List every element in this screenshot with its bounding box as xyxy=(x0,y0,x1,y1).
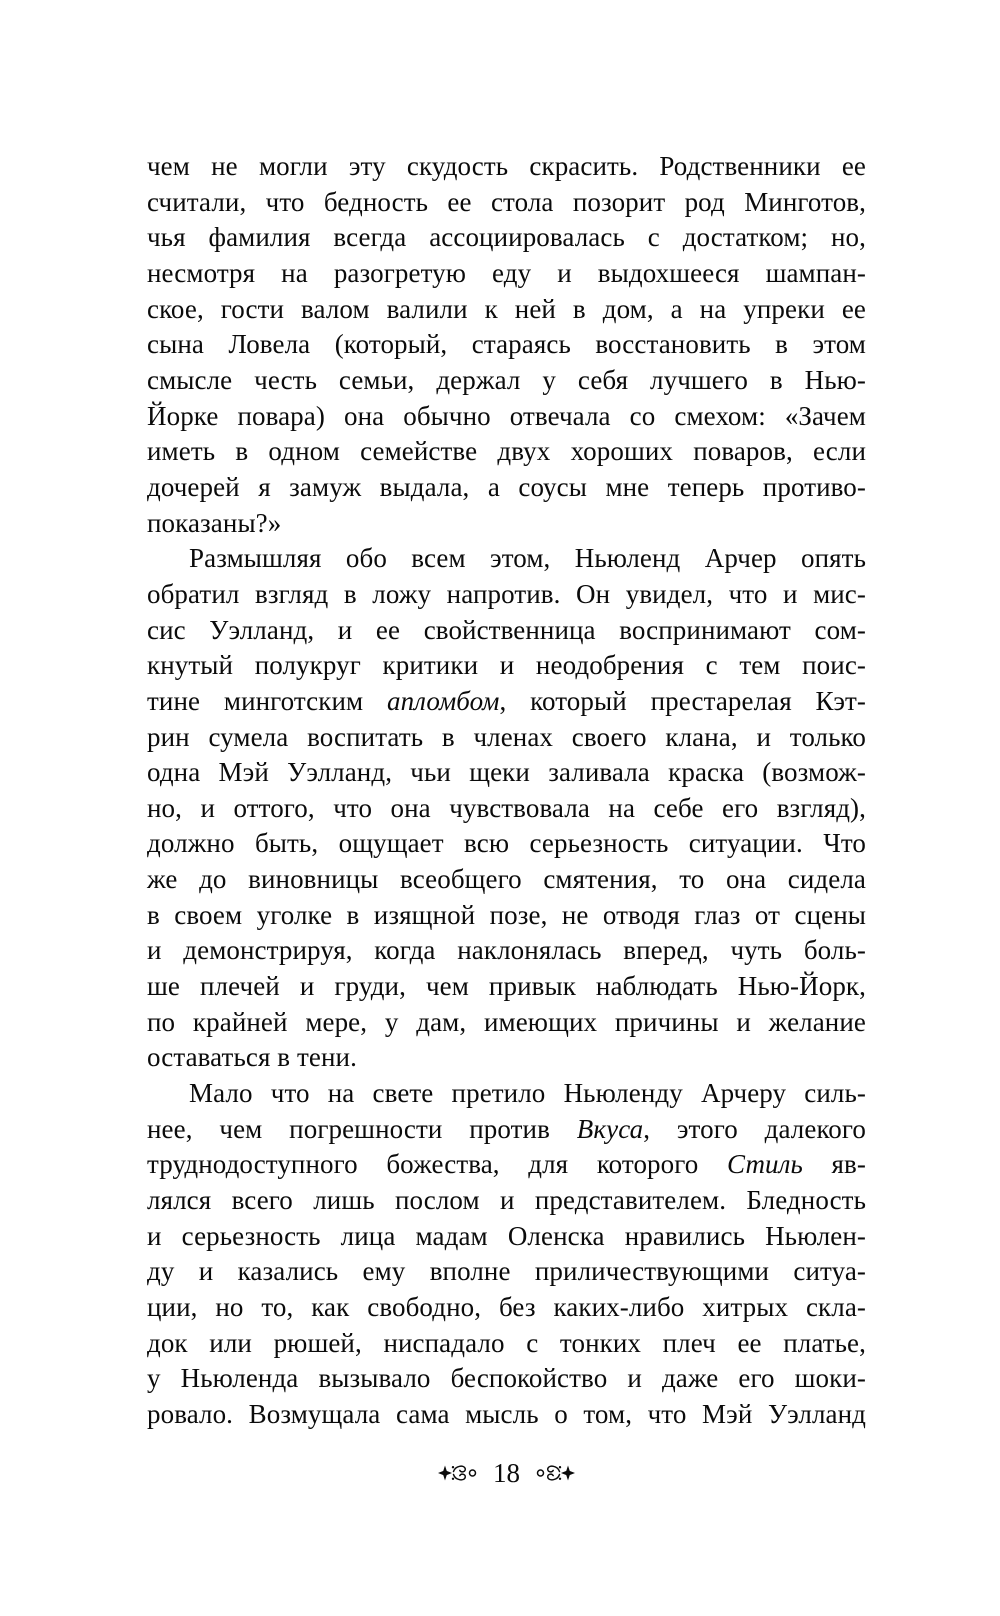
fleuron-right-icon xyxy=(535,1461,575,1485)
text-line xyxy=(147,363,866,399)
paragraph xyxy=(147,1076,866,1433)
text-line xyxy=(147,648,866,684)
text-line xyxy=(147,1326,866,1362)
text-segment: одна Мэй Уэлланд, чьи щеки заливала краска (возмож- xyxy=(147,757,866,788)
emphasized-text: Вкуса xyxy=(576,1113,644,1144)
text-segment: по крайней мере, у дам, имеющих причины и желание xyxy=(147,1006,866,1037)
text-line xyxy=(147,755,866,791)
text-block xyxy=(147,149,866,1433)
text-line xyxy=(147,1005,866,1041)
text-line xyxy=(147,577,866,613)
text-segment: показаны?» xyxy=(147,507,282,538)
text-segment: Мало что на свете претило Ньюленду Арчеру силь- xyxy=(189,1078,866,1109)
text-line xyxy=(147,506,866,542)
text-segment: же до виновницы всеобщего смятения, то она сидела xyxy=(147,864,866,895)
text-line xyxy=(147,149,866,185)
text-segment: кнутый полукруг критики и неодобрения с тем поис- xyxy=(147,650,866,681)
text-segment: рин сумела воспитать в членах своего клана, и только xyxy=(147,721,866,752)
text-segment: ше плечей и груди, чем привык наблюдать Нью-Йорк, xyxy=(147,971,866,1002)
text-line xyxy=(147,256,866,292)
text-segment: обратил взгляд в ложу напротив. Он увидел, что и мис- xyxy=(147,578,866,609)
text-segment: чья фамилия всегда ассоциировалась с достатком; но, xyxy=(147,222,866,253)
page-footer xyxy=(147,1457,866,1489)
paragraph xyxy=(147,541,866,1076)
text-line xyxy=(147,898,866,934)
text-segment: дочерей я замуж выдала, а соусы мне теперь противо- xyxy=(147,471,866,502)
text-segment: , этого далекого xyxy=(643,1113,866,1144)
text-segment: Размышляя обо всем этом, Ньюленд Арчер опять xyxy=(189,543,866,574)
text-line xyxy=(147,969,866,1005)
paragraph xyxy=(147,149,866,541)
text-segment: и демонстрируя, когда наклонялась вперед, чуть боль- xyxy=(147,935,866,966)
text-segment: должно быть, ощущает всю серьезность ситуации. Что xyxy=(147,828,866,859)
text-segment: труднодоступного божества, для которого xyxy=(147,1149,727,1180)
text-segment: и серьезность лица мадам Оленска нравились Ньюлен- xyxy=(147,1220,866,1251)
emphasized-text: апломбом xyxy=(386,685,500,716)
text-line xyxy=(147,1147,866,1183)
text-line xyxy=(147,541,866,577)
text-segment: оставаться в тени. xyxy=(147,1042,357,1073)
text-segment: но, и оттого, что она чувствовала на себе его взгляд), xyxy=(147,792,866,823)
text-segment: смысле честь семьи, держал у себя лучшего в Нью- xyxy=(147,364,866,395)
text-segment: сис Уэлланд, и ее свойственница воспринимают сом- xyxy=(147,614,866,645)
text-segment: иметь в одном семействе двух хороших поваров, если xyxy=(147,436,866,467)
text-line xyxy=(147,613,866,649)
text-segment: ции, но то, как свободно, без каких-либо хитрых скла- xyxy=(147,1292,866,1322)
text-segment: , который престарелая Кэт- xyxy=(499,685,866,716)
text-segment: лялся всего лишь послом и представителем. Бледность xyxy=(147,1185,866,1216)
page-number: 18 xyxy=(493,1458,520,1488)
text-line xyxy=(147,1361,866,1397)
text-line xyxy=(147,1219,866,1255)
text-segment: у Ньюленда вызывало беспокойство и даже его шоки- xyxy=(147,1363,866,1394)
text-line xyxy=(147,933,866,969)
text-line xyxy=(147,791,866,827)
text-segment: яв- xyxy=(802,1149,866,1180)
text-segment: тине минготским xyxy=(147,685,387,716)
text-segment: ское, гости валом валили к ней в дом, а на упреки ее xyxy=(147,293,866,324)
text-segment: несмотря на разогретую еду и выдохшееся шампан- xyxy=(147,257,866,288)
text-segment: считали, что бедность ее стола позорит род Минготов, xyxy=(147,186,866,217)
text-segment: сына Ловела (который, стараясь восстановить в этом xyxy=(147,329,866,360)
text-line xyxy=(147,185,866,221)
text-line xyxy=(147,470,866,506)
text-segment: ду и казались ему вполне приличествующими ситуа- xyxy=(147,1256,866,1287)
text-line xyxy=(147,826,866,862)
text-line xyxy=(147,1112,866,1148)
text-line xyxy=(147,684,866,720)
text-line xyxy=(147,1290,866,1326)
text-segment: нее, чем погрешности против xyxy=(147,1113,577,1144)
text-line xyxy=(147,1397,866,1433)
text-line xyxy=(147,1254,866,1290)
text-line xyxy=(147,292,866,328)
text-segment: док или рюшей, ниспадало с тонких плеч ее платье, xyxy=(147,1327,866,1358)
text-line xyxy=(147,220,866,256)
text-line xyxy=(147,1040,866,1076)
text-segment: ровало. Возмущала сама мысль о том, что Мэй Уэлланд xyxy=(147,1398,866,1429)
text-line xyxy=(147,720,866,756)
text-line xyxy=(147,1076,866,1112)
text-segment: Йорке повара) она обычно отвечала со смехом: «Зачем xyxy=(147,400,866,431)
text-line xyxy=(147,1183,866,1219)
text-line xyxy=(147,327,866,363)
text-segment: в своем уголке в изящной позе, не отводя глаз от сцены xyxy=(147,899,866,930)
emphasized-text: Стиль xyxy=(726,1149,803,1180)
text-line xyxy=(147,434,866,470)
text-line xyxy=(147,862,866,898)
fleuron-left-icon xyxy=(438,1461,478,1485)
text-line xyxy=(147,399,866,435)
text-segment: чем не могли эту скудость скрасить. Родственники ее xyxy=(147,151,866,181)
